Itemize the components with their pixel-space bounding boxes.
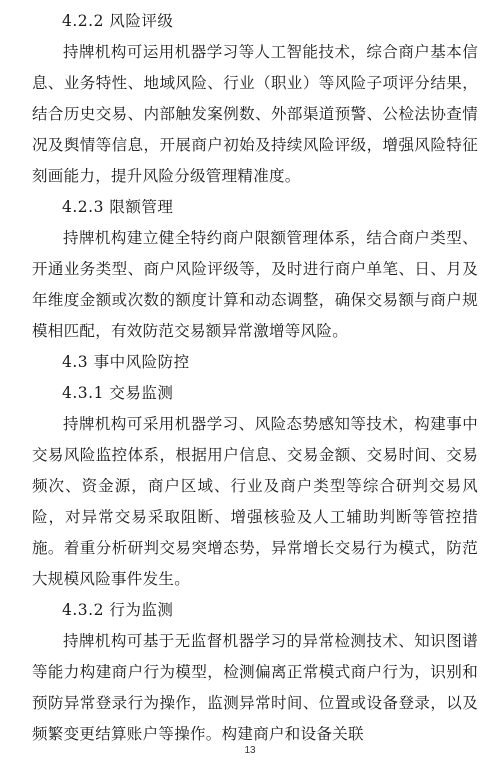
section-heading-4-3: 4.3 事中风险防控 bbox=[62, 353, 190, 371]
section-heading-4-2-3: 4.2.3 限额管理 bbox=[62, 198, 174, 216]
section-heading-4-2-2: 4.2.2 风险评级 bbox=[62, 12, 174, 30]
paragraph-risk-rating: 持牌机构可运用机器学习等人工智能技术，综合商户基本信息、业务特性、地域风险、行业（职业）等风险子项评分结果，结合历史交易、内部触发案例数、外部渠道预警、公检法协查情况及舆情等信息，开展商户初始及持续风险评级，增强风险特征刻画能力，提升风险分级管理精准度。 bbox=[32, 43, 478, 185]
paragraph-behavior-monitoring: 持牌机构可基于无监督机器学习的异常检测技术、知识图谱等能力构建商户行为模型，检测偏离正常模式商户行为，识别和预防异常登录行为操作，监测异常时间、位置或设备登录，以及频繁变更结算账户等操作。构建商户和设备关联 bbox=[32, 632, 478, 743]
paragraph-limit-management: 持牌机构建立健全特约商户限额管理体系，结合商户类型、开通业务类型、商户风险评级等，及时进行商户单笔、日、月及年维度金额或次数的额度计算和动态调整，确保交易额与商户规模相匹配，有效防范交易额异常激增等风险。 bbox=[32, 229, 478, 340]
paragraph-transaction-monitoring: 持牌机构可采用机器学习、风险态势感知等技术，构建事中交易风险监控体系，根据用户信息、交易金额、交易时间、交易频次、资金源，商户区域、行业及商户类型等综合研判交易风险，对异常交易采取阻断、增强核验及人工辅助判断等管控措施。着重分析研判交易突增态势，异常增长交易行为模式，防范大规模风险事件发生。 bbox=[32, 415, 478, 588]
section-heading-4-3-1: 4.3.1 交易监测 bbox=[62, 384, 174, 402]
page-number: 13 bbox=[244, 745, 256, 756]
section-heading-4-3-2: 4.3.2 行为监测 bbox=[62, 601, 174, 619]
page-content bbox=[32, 6, 478, 750]
